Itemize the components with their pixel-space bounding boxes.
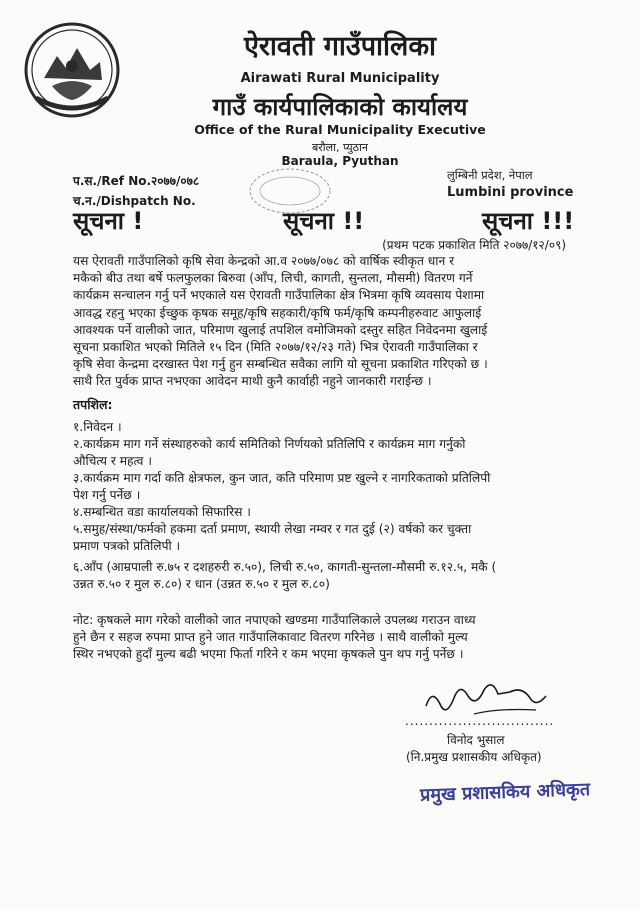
body-line: सूचना प्रकाशित भएको मितिले १५ दिन (मिति २०७७/१२/२३ गते) भित्र ऐरावती गाउँपालिका र bbox=[73, 340, 478, 354]
list-item: उन्नत रु.५० र मुल रु.८०) र धान (उन्नत रु.५० र मुल रु.८०) bbox=[73, 577, 330, 591]
body-line: साथै रित पुर्वक प्राप्त नभएका आवेदन माथी कुनै कार्वाही नहुने जानकारी गराईन्छ । bbox=[73, 374, 432, 388]
municipality-name-np: ऐरावती गाउँपालिका bbox=[243, 31, 437, 62]
official-seal: प्रमुख प्रशासकिय अधिकृत bbox=[419, 779, 591, 806]
dispatch-number: च.न./Dishpatch No. bbox=[73, 194, 196, 208]
list-item: औचित्य र महत्व । bbox=[73, 454, 152, 468]
list-item: प्रमाण पत्रको प्रतिलिपी । bbox=[73, 539, 181, 553]
list-item: पेश गर्नु पर्नेछ । bbox=[73, 488, 141, 502]
tapsil-label: तपशिल: bbox=[73, 397, 113, 412]
office-name-en: Office of the Rural Municipality Executive bbox=[194, 122, 486, 137]
body-line: आवश्यक पर्ने वालीको जात, परिमाण खुलाई तपशिल वमोजिमको दस्तुर सहित निवेदनमा खुलाई bbox=[73, 323, 488, 337]
body-line: आवद्ध रहनु भएका ईच्छुक कृषक समूह/कृषि सहकारी/कृषि फर्म/कृषि कम्पनीहरुवाट आफुलाई bbox=[73, 306, 482, 320]
publication-date: (प्रथम पटक प्रकाशित मिति २०७७/१२/०९) bbox=[382, 238, 566, 252]
list-item: २.कार्यक्रम माग गर्ने संस्थाहरुको कार्य समितिको निर्णयको प्रतिलिपि र कार्यक्रम माग गर्नुको bbox=[73, 437, 466, 451]
list-item: ३.कार्यक्रम माग गर्दा कति क्षेत्रफल, कुन जात, कति परिमाण प्रष्ट खुल्ने र नागरिकताको प्रतिलिपी bbox=[73, 471, 491, 485]
note-line: हुने छैन र सहज रुपमा प्राप्त हुने जात गाउँपालिकावाट वितरण गरिनेछ । साथै वालीको मुल्य bbox=[73, 630, 468, 644]
nepal-emblem-icon bbox=[22, 18, 122, 122]
ref-number: प.स./Ref No.२०७७/०७८ bbox=[73, 174, 200, 188]
notice-heading-3: सूचना !!! bbox=[482, 207, 575, 235]
list-item: ४.सम्बन्धित वडा कार्यालयको सिफारिस । bbox=[73, 505, 251, 519]
notice-heading-1: सूचना ! bbox=[73, 207, 144, 235]
list-item: १.निवेदन । bbox=[73, 420, 122, 434]
address-np: बरौला, प्युठान bbox=[312, 141, 368, 154]
signature-line: ............................... bbox=[405, 714, 555, 728]
address-en: Baraula, Pyuthan bbox=[281, 154, 399, 168]
province-np: लुम्बिनी प्रदेश, नेपाल bbox=[447, 168, 533, 182]
body-line: मकैको बीउ तथा बर्षे फलफुलका बिरुवा (आँप, लिची, कागती, सुन्तला, मौसमी) वितरण गर्ने bbox=[73, 271, 473, 285]
note-line: नोट: कृषकले माग गरेको वालीको जात नपाएको खण्डमा गाउँपालिकाले उपलब्ध गराउन वाध्य bbox=[73, 613, 476, 627]
office-name-np: गाउँ कार्यपालिकाको कार्यालय bbox=[212, 93, 468, 121]
body-line: यस ऐरावती गाउँपालिको कृषि सेवा केन्द्रको आ.व २०७७/०७८ को वार्षिक स्वीकृत धान र bbox=[73, 254, 455, 268]
province-en: Lumbini province bbox=[447, 185, 574, 200]
note-line: स्थिर नभएको हुदाँ मुल्य बढी भएमा फिर्ता गरिने र कम भएमा कृषकले पुन थप गर्नु पर्नेछ । bbox=[73, 647, 464, 661]
list-item: ६.आँप (आम्रपाली रु.७५ र दशहरुरी रु.५०), लिची रु.५०, कागती-सुन्तला-मौसमी रु.१२.५, मकै ( bbox=[73, 560, 497, 574]
body-line: कार्यक्रम सन्चालन गर्नु पर्ने भएकाले यस ऐरावती गाउँपालिका क्षेत्र भित्रमा कृषि व्यवसाय पेशामा bbox=[73, 288, 485, 302]
list-item: ५.समुह/संस्था/फर्मको हकमा दर्ता प्रमाण, स्थायी लेखा नम्वर र गत दुई (२) वर्षको कर चुक्ता bbox=[73, 522, 472, 536]
body-line: कृषि सेवा केन्द्रमा दरखास्त पेश गर्नु हुन सम्बन्धित सवैका लागि यो सूचना प्रकाशित गरिएको छ । bbox=[73, 357, 488, 371]
notice-heading-2: सूचना !! bbox=[283, 207, 365, 235]
municipality-name-en: Airawati Rural Municipality bbox=[240, 71, 440, 86]
signatory-name: विनोद भुसाल bbox=[447, 733, 505, 747]
signatory-designation: (नि.प्रमुख प्रशासकीय अधिकृत) bbox=[406, 750, 542, 764]
